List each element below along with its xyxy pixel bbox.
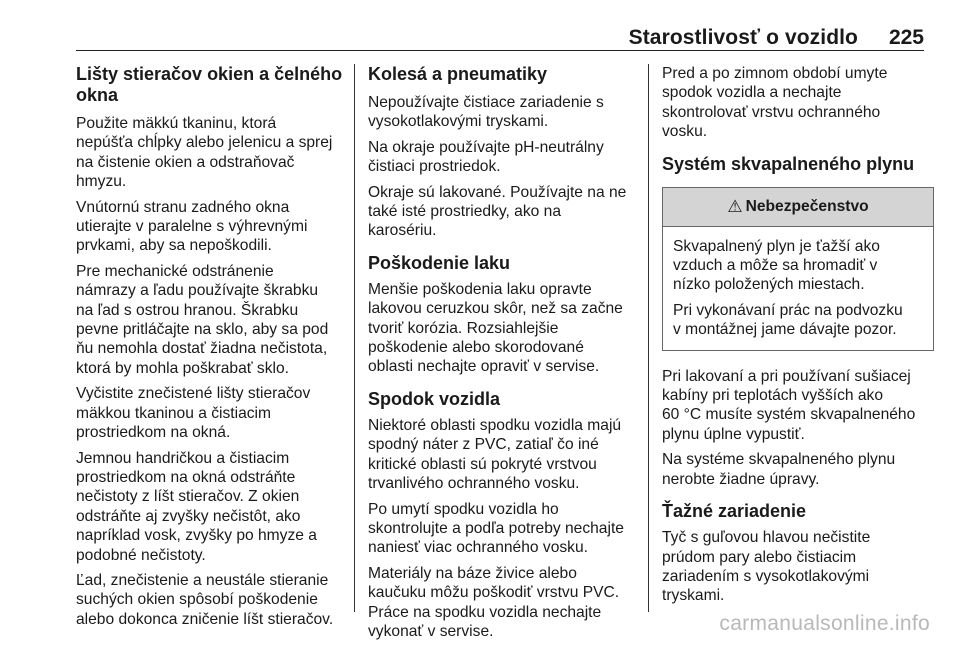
paragraph: Nepoužívajte čistiace zariadenie s vysokotlakovými tryskami. <box>368 94 604 131</box>
warning-label: Nebezpečenstvo <box>745 197 869 215</box>
paragraph: Pre mechanické odstránenie námrazy a ľadu používajte škrabku na ľad s ostrou hranou. Škrabku pevne pritláčajte na sklo, aby sa pod ňu nemohla dostať žiadna nečistota, ktorá by mohla poškrabať sklo. <box>76 262 329 377</box>
paragraph: Na okraje používajte pH-neutrálny čistiaci prostriedok. <box>368 138 604 176</box>
paragraph: Vnútornú stranu zadného okna utierajte v paralelne s výhrevnými prvkami, aby sa nepoškodili. <box>76 198 308 255</box>
paragraph: Pri vykonávaní prác na podvozku v montážnej jame dávajte pozor. <box>673 301 903 339</box>
section-heading-towbar: Ťažné zariadenie <box>662 501 807 522</box>
section-heading-lpg: Systém skvapalneného plynu <box>662 153 915 174</box>
paragraph: Pri lakovaní a pri používaní sušiacej kabíny pri teplotách vyšších ako 60 °C musíte systém skvapalneného plynu úplne vypustiť. <box>662 367 916 443</box>
paragraph: Okraje sú lakované. Používajte na ne také isté prostriedky, ako na karosériu. <box>368 183 627 240</box>
paragraph: Pred a po zimnom období umyte spodok vozidla a nechajte skontrolovať vrstvu ochranného vosku. <box>662 65 888 141</box>
paragraph: Materiály na báze živice alebo kaučuku môžu poškodiť vrstvu PVC. Práce na spodku vozidla nechajte vykonať v servise. <box>368 564 620 640</box>
header-divider <box>76 50 924 51</box>
column-divider-2 <box>648 64 649 612</box>
page-header <box>76 22 924 50</box>
paragraph: Jemnou handričkou a čistiacim prostriedkom na okná odstráňte nečistoty z líšt stieračov. Z okien odstráňte aj zvyšky nečistôt, ako napríklad vosk, zvyšky po hmyze a podobné nečistoty. <box>76 449 317 564</box>
paragraph: Skvapalnený plyn je ťažší ako vzduch a môže sa hromadiť v nízko položených miestach. <box>673 237 880 294</box>
paragraph: Použite mäkkú tkaninu, ktorá nepúšťa chĺpky alebo jelenicu a sprej na čistenie okien a odstraňovač hmyzu. <box>76 115 333 191</box>
warning-triangle-icon: ⚠ <box>727 196 743 216</box>
warning-body <box>663 227 933 350</box>
column-middle <box>368 64 636 647</box>
paragraph: Po umytí spodku vozidla ho skontrolujte a podľa potreby nechajte naniesť viac ochranného vosku. <box>368 500 624 557</box>
column-divider-1 <box>354 64 355 612</box>
warning-header <box>663 188 933 227</box>
section-heading-wipers: Lišty stieračov okien a čelného okna <box>76 64 343 105</box>
paragraph: Tyč s guľovou hlavou nečistite prúdom pary alebo čistiacim zariadením s vysokotlakovými tryskami. <box>662 529 871 605</box>
watermark: carmanualsonline.info <box>719 612 930 635</box>
paragraph: Vyčistite znečistené lišty stieračov mäkkou tkaninou a čistiacim prostriedkom na okná. <box>76 385 311 442</box>
paragraph: Niektoré oblasti spodku vozidla majú spodný náter z PVC, zatiaľ čo iné kritické oblasti sú pokryté vrstvou trvanlivého ochranného vosku. <box>368 416 622 493</box>
section-heading-underbody: Spodok vozidla <box>368 388 501 409</box>
paragraph: Menšie poškodenia laku opravte lakovou ceruzkou skôr, než sa začne tvoriť korózia. Rozsiahlejšie poškodenie alebo skorodované oblasti nechajte opraviť v servise. <box>368 280 623 376</box>
warning-box <box>662 187 934 351</box>
page-title: Starostlivosť o vozidlo <box>628 26 858 49</box>
paragraph: Ľad, znečistenie a neustále stieranie suchých okien spôsobí poškodenie alebo dokonca zničenie líšt stieračov. <box>76 571 334 628</box>
section-heading-paint-damage: Poškodenie laku <box>368 252 511 273</box>
column-right <box>662 64 934 612</box>
page-number: 225 <box>888 26 924 49</box>
paragraph: Na systéme skvapalneného plynu nerobte žiadne úpravy. <box>662 451 896 488</box>
section-heading-wheels: Kolesá a pneumatiky <box>368 64 548 84</box>
column-left <box>76 64 344 635</box>
